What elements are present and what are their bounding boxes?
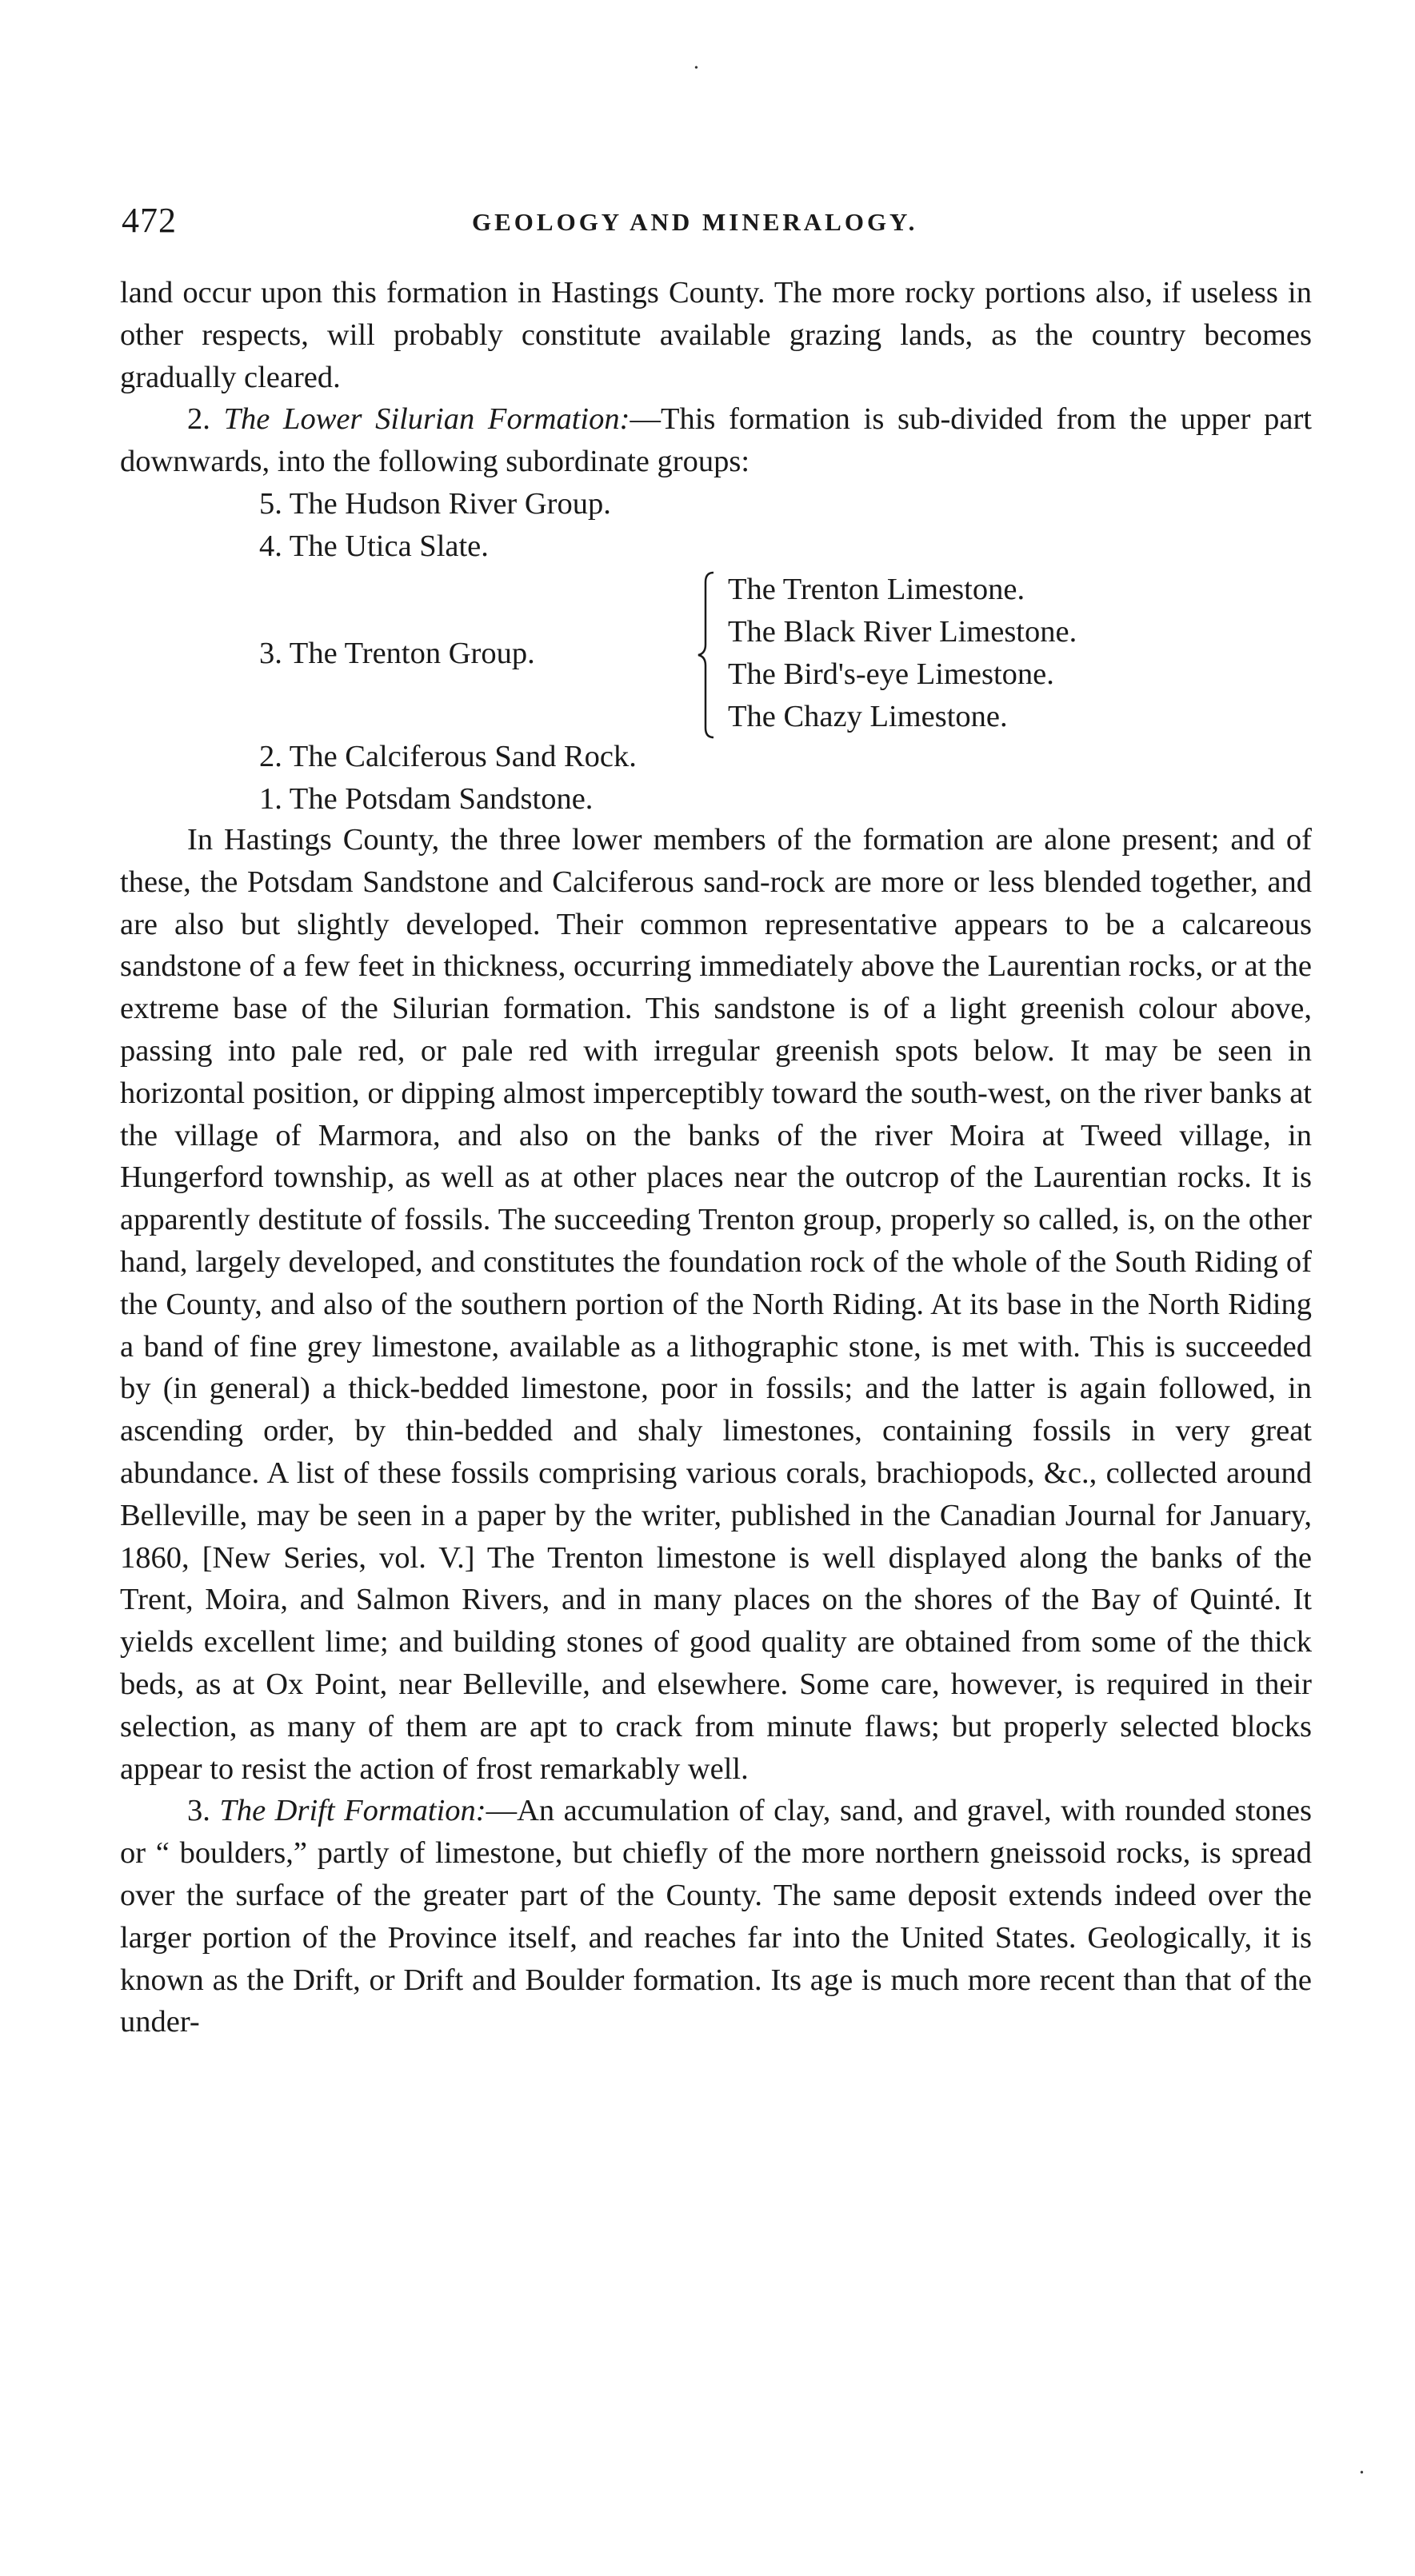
list-item: 2. The Calciferous Sand Rock. bbox=[259, 739, 637, 773]
paragraph-continuation: land occur upon this formation in Hastings County. The more rocky portions also, if useless in other respects, will probably constitute available grazing lands, as the country becomes gradually cleared. bbox=[120, 276, 1312, 394]
paragraph-drift bbox=[120, 1790, 1312, 2043]
running-head: GEOLOGY AND MINERALOGY. bbox=[472, 208, 918, 236]
page-header bbox=[120, 200, 1312, 250]
subgroup-item: The Trenton Limestone. bbox=[728, 572, 1025, 606]
trenton-subgroups bbox=[728, 569, 1077, 738]
list-item: 1. The Potsdam Sandstone. bbox=[259, 781, 594, 816]
speck-mark: • bbox=[1360, 2467, 1364, 2479]
brace-icon bbox=[696, 571, 720, 739]
section-text: —This formation is sub-divided from the upper part downwards, into the following subordinate groups: bbox=[120, 402, 1312, 479]
list-item: 3. The Trenton Group. bbox=[259, 636, 535, 670]
group-list bbox=[120, 483, 1312, 819]
section-title: The Lower Silurian Formation: bbox=[223, 402, 630, 437]
section-number: 3. bbox=[187, 1794, 210, 1828]
section-number: 2. bbox=[187, 402, 210, 437]
paragraph-lower-silurian bbox=[120, 398, 1312, 483]
page-number: 472 bbox=[122, 201, 177, 240]
page bbox=[120, 200, 1312, 2043]
section-title: The Drift Formation: bbox=[219, 1794, 486, 1828]
speck-mark: • bbox=[694, 62, 698, 74]
subgroup-item: The Chazy Limestone. bbox=[728, 699, 1008, 733]
list-item: 4. The Utica Slate. bbox=[259, 529, 489, 563]
paragraph-hastings: In Hastings County, the three lower members of the formation are alone present; and of these, the Potsdam Sandstone and Calciferous sand-rock are more or less blended together, and are also but slightly developed. Their common representative appears to be a calcareous sandstone of a few feet in thickness, occurring immediately above the Laurentian rocks, or at the extreme base of the Silurian formation. This sandstone is of a light greenish colour above, passing into pale red, or pale red with irregular greenish spots below. It may be seen in horizontal position, or dipping almost imperceptibly toward the south-west, on the river banks at the village of Marmora, and also on the banks of the river Moira at Tweed village, in Hungerford township, as well as at other places near the outcrop of the Laurentian rocks. It is apparently destitute of fossils. The succeeding Trenton group, properly so called, is, on the other hand, largely developed, and constitutes the foundation rock of the whole of the South Riding of the County, and also of the southern portion of the North Riding. At its base in the North Riding a band of fine grey limestone, available as a lithographic stone, is met with. This is succeeded by (in general) a thick-bedded limestone, poor in fossils; and the latter is again followed, in ascending order, by thin-bedded and shaly limestones, containing fossils in very great abundance. A list of these fossils comprising various corals, brachiopods, &c., collected around Belleville, may be seen in a paper by the writer, published in the Canadian Journal for January, 1860, [New Series, vol. V.] The Trenton limestone is well displayed along the banks of the Trent, Moira, and Salmon Rivers, and in many places on the shores of the Bay of Quinté. It yields excellent lime; and building stones of good quality are obtained from some of the thick beds, as at Ox Point, near Belleville, and elsewhere. Some care, however, is required in their selection, as many of them are apt to crack from minute flaws; but properly selected blocks appear to resist the action of frost remarkably well. bbox=[120, 822, 1312, 1786]
subgroup-item: The Black River Limestone. bbox=[728, 614, 1077, 649]
list-item: 5. The Hudson River Group. bbox=[259, 486, 611, 521]
section-text: —An accumulation of clay, sand, and gravel, with rounded stones or “ boulders,” partly of limestone, but chiefly of the more northern gneissoid rocks, is spread over the surface of the greater part of the County. The same deposit extends indeed over the larger portion of the Province itself, and reaches far into the United States. Geologically, it is known as the Drift, or Drift and Boulder formation. Its age is much more recent than that of the under- bbox=[120, 1794, 1312, 2039]
body-text bbox=[120, 272, 1312, 2043]
subgroup-item: The Bird's-eye Limestone. bbox=[728, 657, 1054, 691]
